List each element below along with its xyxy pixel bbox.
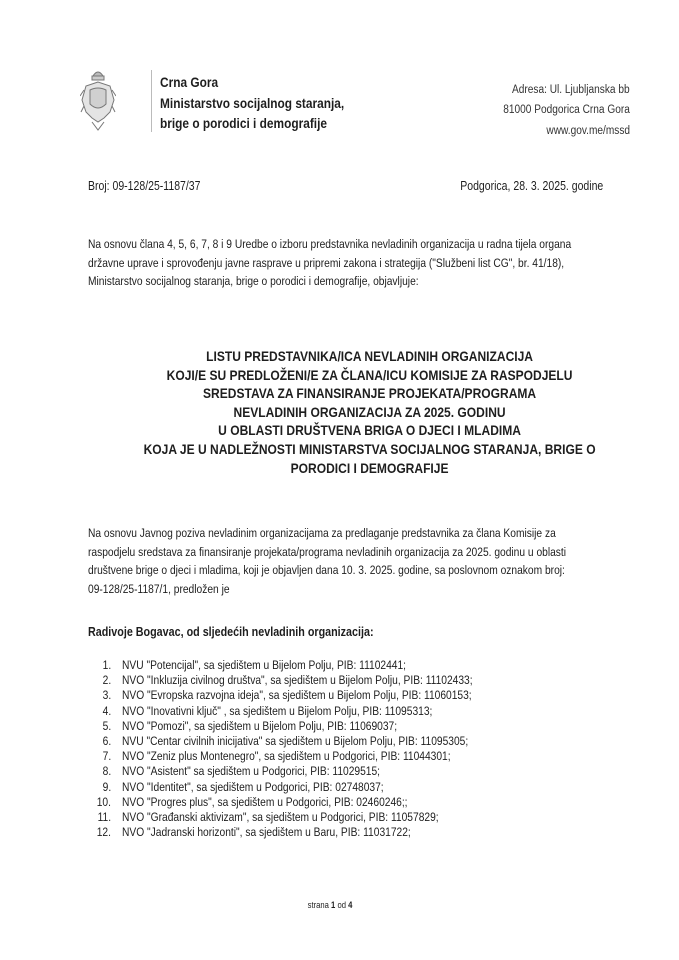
title-line: KOJA JE U NADLEŽNOSTI MINISTARSTVA SOCIJALNOG STARANJA, BRIGE O bbox=[143, 441, 596, 457]
list-item: NVO "Jadranski horizonti", sa sjedištem u Baru, PIB: 11031722; bbox=[122, 825, 411, 840]
footer-prefix: strana bbox=[307, 900, 329, 910]
title-line: U OBLASTI DRUŠTVENA BRIGA O DJECI I MLADIMA bbox=[218, 422, 521, 439]
ministry-name-line1: Ministarstvo socijalnog staranja, bbox=[160, 96, 345, 111]
list-item-number: 3. bbox=[102, 688, 111, 703]
list-item-number: 12. bbox=[96, 825, 111, 840]
body-line: raspodjelu sredstava za finansiranje projekata/programa nevladinih organizacija za 2025. godinu u oblasti bbox=[88, 544, 567, 559]
list-item-number: 9. bbox=[102, 779, 111, 794]
list-item-number: 1. bbox=[102, 658, 111, 672]
current-page: 1 bbox=[331, 900, 336, 910]
place-date: Podgorica, 28. 3. 2025. godine bbox=[459, 179, 603, 193]
list-item-number: 2. bbox=[102, 673, 111, 688]
reference-number: Broj: 09-128/25-1187/37 bbox=[88, 179, 201, 193]
address-line1: Adresa: Ul. Ljubljanska bb bbox=[512, 84, 630, 96]
list-item: NVO "Zeniz plus Montenegro", sa sjedištem u Podgorici, PIB: 11044301; bbox=[122, 749, 451, 764]
list-item: NVU "Centar civilnih inicijativa" sa sjedištem u Bijelom Polju, PIB: 11095305; bbox=[122, 734, 469, 748]
list-item-number: 10. bbox=[96, 794, 111, 809]
title-line: SREDSTAVA ZA FINANSIRANJE PROJEKATA/PROGRAMA bbox=[202, 385, 537, 402]
list-item: NVO "Inovativni ključ" , sa sjedištem u Bijelom Polju, PIB: 11095313; bbox=[122, 703, 433, 718]
intro-line: Na osnovu člana 4, 5, 6, 7, 8 i 9 Uredbe o izboru predstavnika nevladinih organizacija u radna tijela organa bbox=[88, 237, 572, 251]
address-line2: 81000 Podgorica Crna Gora bbox=[503, 104, 630, 116]
title-line: KOJI/E SU PREDLOŽENI/E ZA ČLANA/ICU KOMISIJE ZA RASPODJELU bbox=[166, 366, 573, 383]
title-line: NEVLADINIH ORGANIZACIJA ZA 2025. GODINU bbox=[233, 403, 506, 420]
list-item-number: 8. bbox=[102, 764, 111, 779]
list-item: NVO "Inkluzija civilnog društva", sa sjedištem u Bijelom Polju, PIB: 11102433; bbox=[122, 673, 473, 688]
list-item: NVO "Asistent" sa sjedištem u Podgorici, PIB: 11029515; bbox=[122, 764, 381, 779]
list-item-number: 6. bbox=[102, 734, 111, 748]
list-item: NVO "Progres plus", sa sjedištem u Podgorici, PIB: 02460246;; bbox=[122, 794, 408, 809]
body-line: 09-128/25-1187/1, predložen je bbox=[88, 581, 230, 596]
website: www.gov.me/mssd bbox=[546, 125, 630, 137]
list-item: NVO "Identitet", sa sjedištem u Podgorici, PIB: 02748037; bbox=[122, 779, 384, 794]
list-item-number: 4. bbox=[102, 703, 111, 718]
body-line: društvene brige o djeci i mladima, koji je objavljen dana 10. 3. 2025. godine, sa poslovnom oznakom broj: bbox=[88, 563, 565, 578]
footer-sep: od bbox=[337, 900, 346, 910]
header-divider bbox=[151, 70, 152, 132]
list-item: NVU "Potencijal", sa sjedištem u Bijelom Polju, PIB: 11102441; bbox=[122, 658, 407, 672]
title-line: PORODICI I DEMOGRAFIJE bbox=[290, 459, 449, 476]
coat-of-arms-logo bbox=[80, 66, 116, 132]
candidate-heading: Radivoje Bogavac, od sljedećih nevladinih organizacija: bbox=[88, 624, 374, 639]
ministry-name-line2: brige o porodici i demografije bbox=[160, 116, 328, 131]
intro-line: državne uprave i sprovođenju javne rasprave u pripremi zakona i strategija ("Službeni list CG", br. 41/18), bbox=[88, 255, 565, 270]
page-footer bbox=[50, 900, 611, 910]
body-line: Na osnovu Javnog poziva nevladinim organizacijama za predlaganje predstavnika za člana Komisije za bbox=[88, 526, 556, 540]
intro-line: Ministarstvo socijalnog staranja, brige o porodici i demografije, objavljuje: bbox=[88, 274, 419, 288]
country-name: Crna Gora bbox=[160, 75, 219, 90]
list-item-number: 11. bbox=[97, 810, 111, 824]
total-pages: 4 bbox=[348, 900, 353, 910]
list-item-number: 7. bbox=[102, 749, 111, 764]
list-item: NVO "Građanski aktivizam", sa sjedištem u Podgorici, PIB: 11057829; bbox=[122, 810, 439, 824]
list-item-number: 5. bbox=[102, 718, 111, 733]
list-item: NVO "Pomozi", sa sjedištem u Bijelom Polju, PIB: 11069037; bbox=[122, 718, 398, 733]
title-line: LISTU PREDSTAVNIKA/ICA NEVLADINIH ORGANIZACIJA bbox=[206, 348, 534, 364]
list-item: NVO "Evropska razvojna ideja", sa sjedištem u Bijelom Polju, PIB: 11060153; bbox=[122, 688, 472, 703]
